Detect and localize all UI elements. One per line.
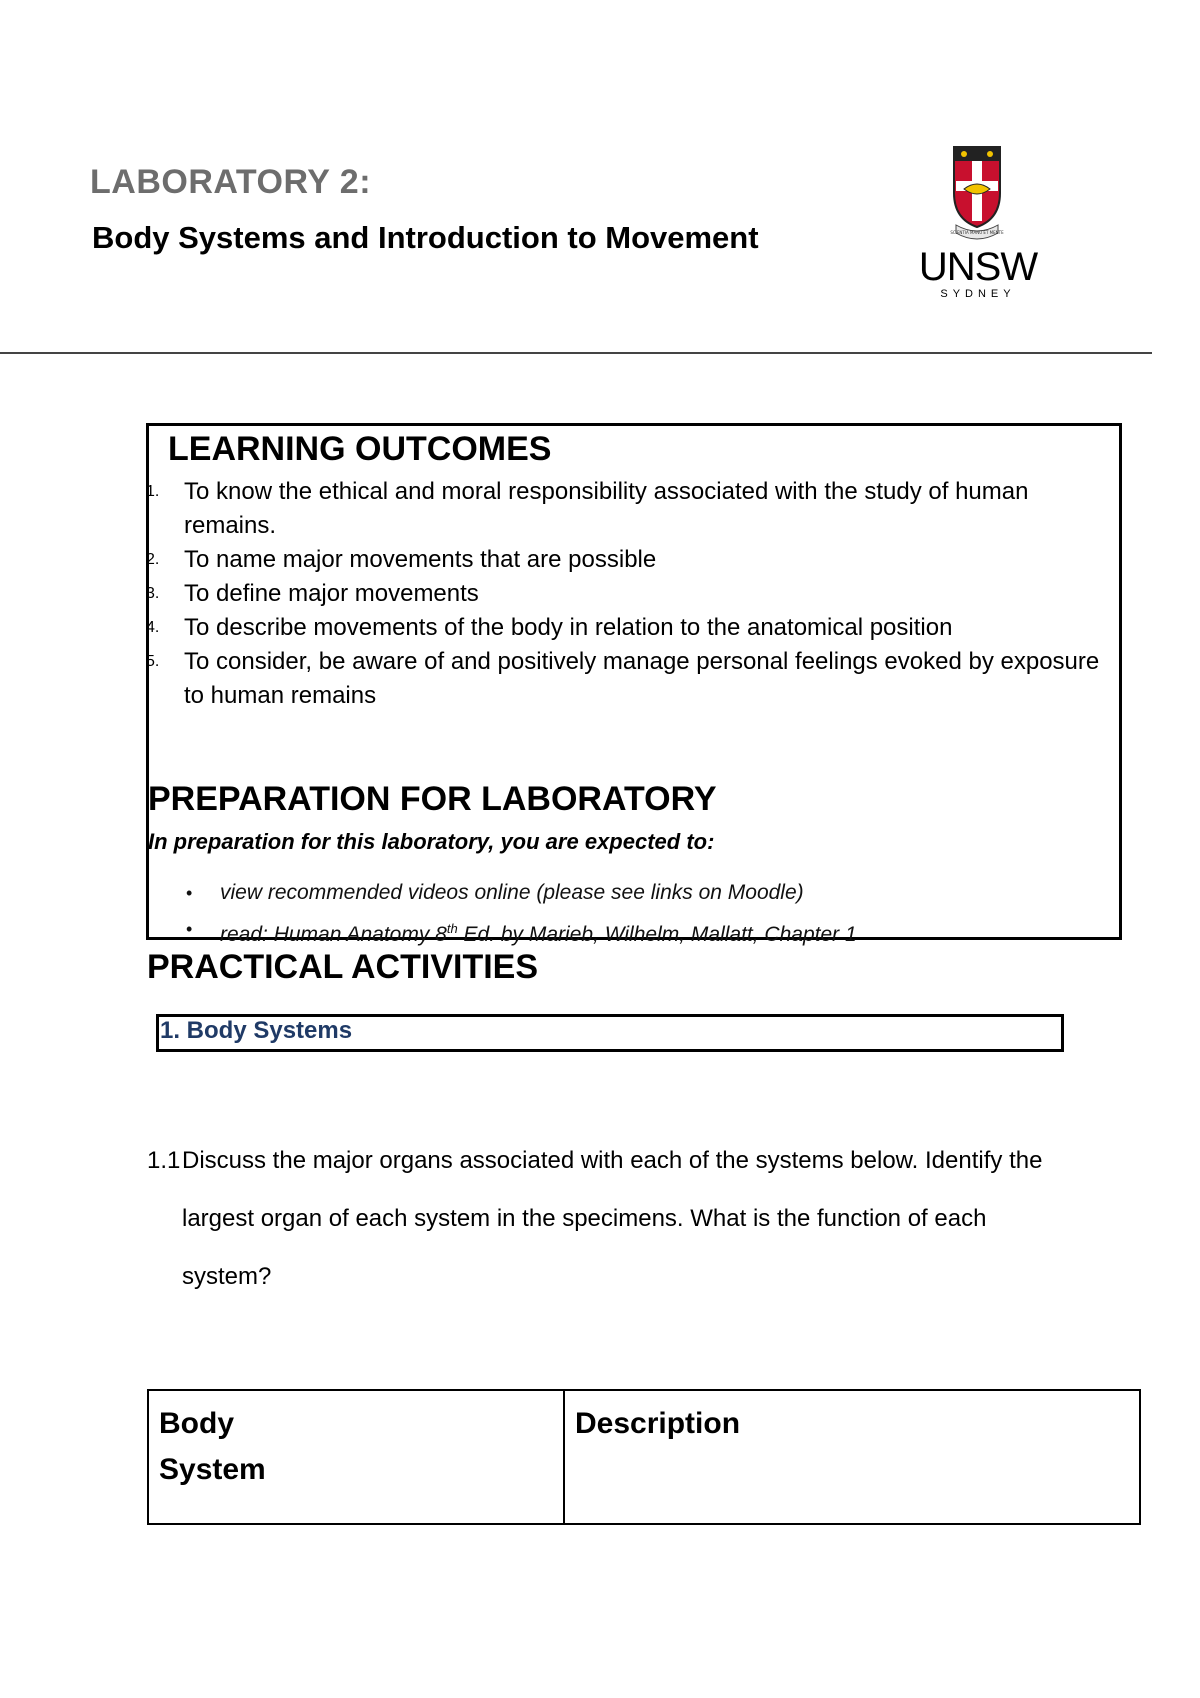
outcome-number: 1. [146, 483, 160, 500]
practical-activities-heading: PRACTICAL ACTIVITIES [147, 948, 539, 986]
outcome-item [146, 611, 1106, 645]
bullet-icon: • [186, 919, 193, 939]
unsw-logo [912, 145, 1042, 305]
logo-motto: SCIENTIA MANU ET MENTE [950, 230, 1004, 235]
question-line: Discuss the major organs associated with each of the systems below. Identify the [182, 1147, 1043, 1174]
header-divider [0, 352, 1152, 354]
question-line: system? [182, 1263, 272, 1290]
preparation-item [148, 911, 1108, 953]
outcome-item [146, 577, 1106, 611]
outcome-line: to human remains [184, 682, 377, 709]
logo-wordmark: UNSW [918, 245, 1038, 289]
question-number: 1.1 [147, 1147, 181, 1174]
bullet-icon: • [186, 883, 193, 903]
outcome-line: To consider, be aware of and positively manage personal feelings evoked by exposure [184, 648, 1100, 675]
lab-number-heading: LABORATORY 2: [90, 163, 372, 201]
table-header-row [148, 1390, 1140, 1524]
question-block [147, 1132, 1047, 1306]
preparation-intro: In preparation for this laboratory, you are expected to: [148, 829, 715, 854]
preparation-heading: PREPARATION FOR LABORATORY [148, 780, 717, 818]
table-header-body-system: Body System [148, 1390, 564, 1524]
outcome-item [146, 645, 1106, 713]
question-text [147, 1132, 1047, 1306]
outcome-number: 5. [146, 653, 160, 670]
preparation-text-after: Ed. by Marieb, Wilhelm, Mallatt, Chapter 1 [457, 923, 857, 946]
outcome-line: To define major movements [184, 580, 479, 607]
outcome-item [146, 543, 1106, 577]
table-header-description: Description [564, 1390, 1140, 1524]
outcome-line: To know the ethical and moral responsibility associated with the study of human [184, 478, 1029, 505]
preparation-text: view recommended videos online (please see links on Moodle) [220, 881, 804, 904]
outcome-line: To describe movements of the body in relation to the anatomical position [184, 614, 953, 641]
preparation-superscript: th [446, 921, 458, 936]
logo-sydney: SYDNEY [940, 288, 1016, 300]
preparation-list [148, 875, 1108, 953]
unsw-crest-icon [912, 145, 1042, 305]
preparation-item [148, 875, 1108, 911]
outcome-number: 4. [146, 619, 160, 636]
learning-outcomes-heading: LEARNING OUTCOMES [168, 430, 552, 468]
outcome-item [146, 475, 1106, 543]
outcome-line: remains. [184, 512, 277, 539]
outcome-line: To name major movements that are possible [184, 546, 657, 573]
outcome-number: 2. [146, 551, 160, 568]
section-label: 1. Body Systems [160, 1017, 353, 1044]
lab-title-heading: Body Systems and Introduction to Movement [92, 220, 759, 255]
outcome-number: 3. [146, 585, 160, 602]
preparation-text: read: Human Anatomy 8 [220, 923, 447, 946]
question-line: largest organ of each system in the specimens. What is the function of each [182, 1205, 987, 1232]
learning-outcomes-list [146, 475, 1106, 713]
body-systems-table [147, 1389, 1141, 1525]
